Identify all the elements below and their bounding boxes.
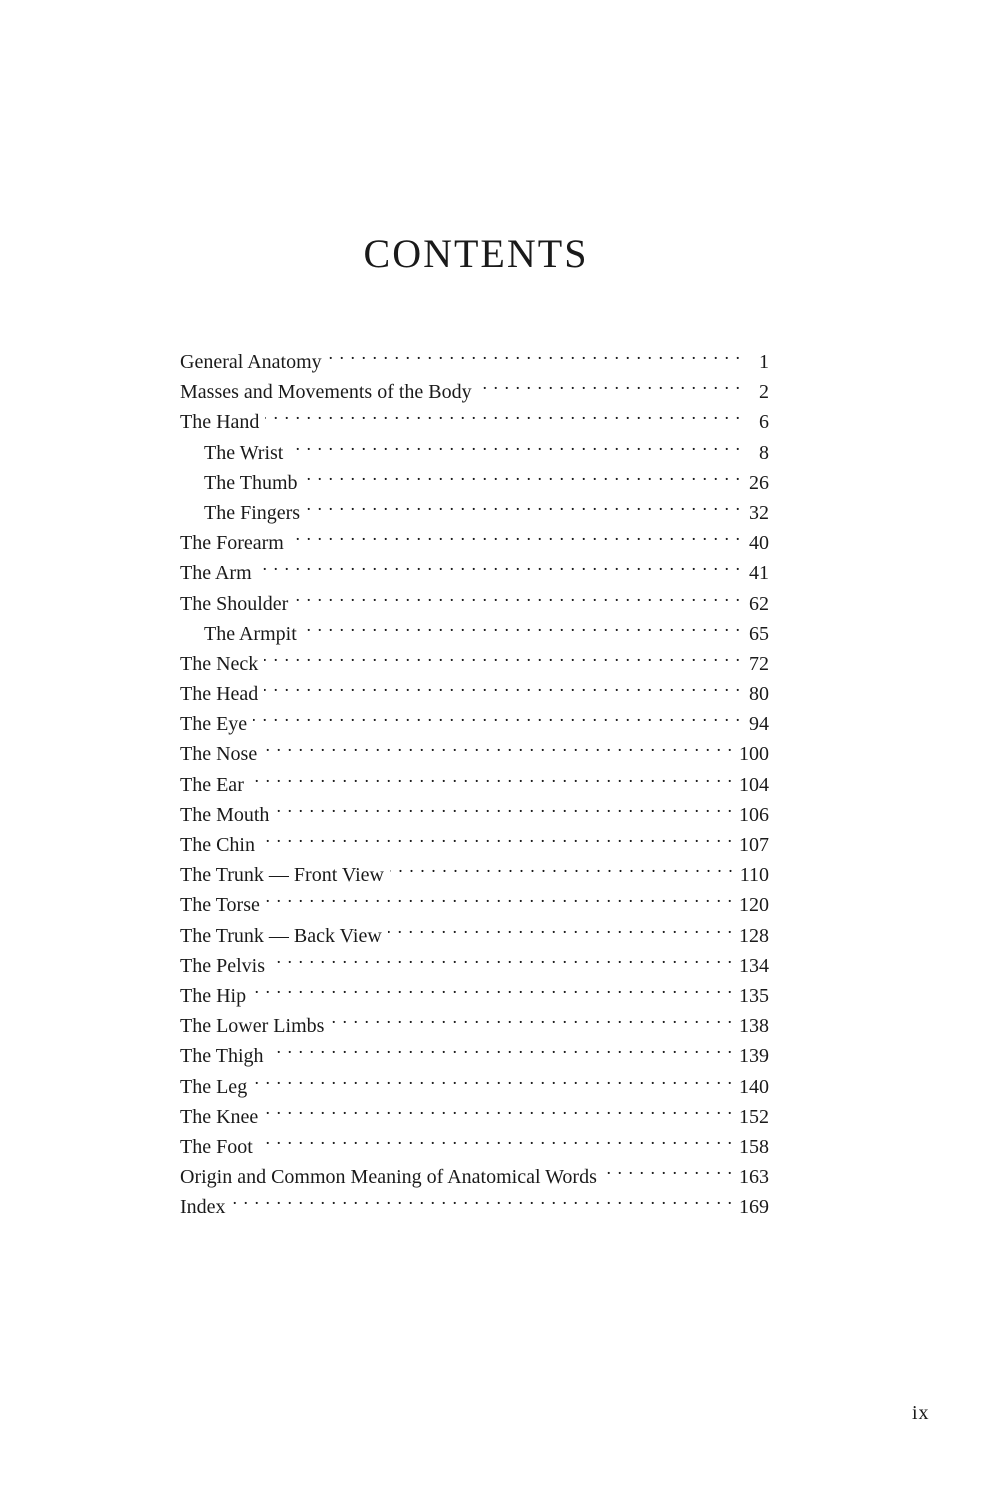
dot-leader [258,549,741,579]
toc-entry [180,821,769,856]
toc-entry-page-number: 110 [739,864,769,887]
toc-entry-page-number: 94 [749,713,769,736]
toc-entry-label: The Pelvis [180,954,265,977]
toc-entry-label: The Mouth [180,803,270,826]
toc-entry [180,791,769,826]
dot-leader [270,1032,733,1062]
toc-entry-page-number: 128 [739,924,769,947]
toc-entry-label: The Hip [180,984,247,1007]
dot-leader [253,1063,733,1093]
toc-entry [180,972,769,1007]
toc-entry [180,670,769,706]
toc-entry-label: The Chin [180,834,255,856]
toc-entry-page-number: 158 [739,1135,769,1158]
toc-entry [180,398,769,434]
toc-entry [180,912,769,947]
dot-leader [275,791,733,821]
dot-leader [263,730,733,760]
toc-entry [180,549,769,585]
toc-entry-label: The Head [180,683,259,706]
toc-entry-label: Index [180,1196,226,1219]
dot-leader [265,398,741,428]
toc-entry-page-number: 152 [739,1105,769,1128]
dot-leader [330,1002,733,1032]
toc-entry-label: The Wrist [204,441,284,464]
toc-entry [180,851,769,887]
toc-entry-label: Masses and Movements of the Body [180,381,472,404]
toc-entry-page-number: 163 [739,1166,769,1189]
toc-entry [180,700,769,736]
dot-leader [264,670,741,700]
dot-leader [478,368,741,398]
toc-entry [180,1093,769,1128]
dot-leader [328,338,741,368]
toc-entry-label: The Knee [180,1105,259,1128]
toc-entry-page-number: 134 [739,954,769,977]
toc-entry-page-number: 100 [739,743,769,766]
dot-leader [232,1183,733,1213]
dot-leader [271,942,733,972]
dot-leader [252,972,733,1002]
dot-leader [390,851,734,881]
toc-entry [180,338,769,373]
toc-entry-page-number: 140 [739,1075,769,1098]
toc-entry-label: Origin and Common Meaning of Anatomical Words [180,1166,597,1189]
toc-entry-label: The Hand [180,411,260,434]
toc-entry-page-number: 80 [749,683,769,706]
toc-entry-label: The Forearm [180,532,284,555]
page-number: ix [912,1402,930,1424]
dot-leader [289,429,741,459]
toc-entry-page-number: 106 [739,803,769,826]
toc-entry-page-number: 2 [759,381,769,404]
toc-entry [180,429,769,464]
dot-leader [261,821,733,851]
dot-leader [304,459,741,489]
dot-leader [266,881,733,911]
toc-entry-page-number: 40 [749,532,769,555]
toc-entry-page-number: 62 [749,592,769,615]
toc-entry-page-number: 6 [759,411,769,434]
dot-leader [264,640,741,670]
toc-entry [180,580,769,615]
toc-entry [180,640,769,675]
toc-entry-page-number: 41 [749,562,769,585]
toc-entry-label: The Thigh [180,1045,264,1068]
dot-leader [253,700,741,730]
toc-entry-label: The Foot [180,1135,253,1158]
toc-entry-label: The Arm [180,562,252,585]
toc-entry-label: The Shoulder [180,592,289,615]
toc-entry [180,761,769,796]
toc-entry-page-number: 104 [739,773,769,796]
page-title: CONTENTS [363,231,589,276]
toc-entry-page-number: 169 [739,1196,769,1219]
toc-entry-label: The Armpit [204,622,297,645]
toc-entry-page-number: 107 [739,834,769,856]
toc-entry-label: The Trunk — Front View [180,864,385,887]
dot-leader [388,912,733,942]
dot-leader [303,610,741,640]
dot-leader [250,761,733,791]
dot-leader [259,1123,733,1153]
toc-entry [180,1153,769,1189]
toc-entry-page-number: 8 [759,441,769,464]
toc-entry-page-number: 72 [749,652,769,675]
toc-entry-label: The Lower Limbs [180,1015,325,1038]
toc-entry-label: The Leg [180,1075,248,1098]
toc-entry-page-number: 1 [759,351,769,373]
toc-entry [180,1063,769,1098]
toc-entry [180,881,769,917]
toc-entry-label: The Torse [180,894,260,917]
toc-entry-label: The Nose [180,743,258,766]
toc-entry-page-number: 139 [739,1045,769,1068]
table-of-contents [180,338,769,1219]
dot-leader [294,580,741,610]
toc-entry-label: The Neck [180,652,259,675]
toc-entry-label: The Ear [180,773,244,796]
toc-entry-page-number: 26 [749,471,769,494]
toc-entry-label: The Trunk — Back View [180,924,382,947]
toc-entry [180,1002,769,1038]
toc-entry [180,1183,769,1219]
dot-leader [306,489,741,519]
dot-leader [264,1093,733,1123]
toc-entry [180,730,769,766]
toc-entry-page-number: 135 [739,984,769,1007]
toc-entry [180,1123,769,1158]
toc-entry-label: General Anatomy [180,351,322,373]
dot-leader [290,519,741,549]
toc-entry-page-number: 65 [749,622,769,645]
toc-entry-label: The Fingers [204,501,301,524]
toc-entry-label: The Thumb [204,471,298,494]
toc-entry-page-number: 120 [739,894,769,917]
toc-entry-page-number: 32 [749,501,769,524]
toc-entry-label: The Eye [180,713,248,736]
toc-entry-page-number: 138 [739,1015,769,1038]
dot-leader [603,1153,733,1183]
